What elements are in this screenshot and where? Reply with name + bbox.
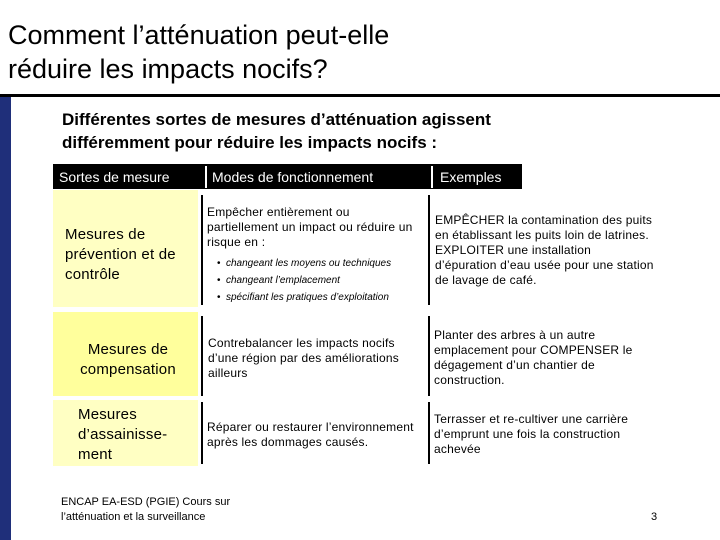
example-line: emplacement pour COMPENSER le bbox=[434, 343, 633, 357]
example-line: Planter des arbres à un autre bbox=[434, 328, 596, 342]
mode-line: partiellement un impact ou réduire un bbox=[207, 220, 413, 234]
list-item bbox=[217, 255, 432, 272]
column-header-modes: Modes de fonctionnement bbox=[212, 169, 374, 185]
category-line: Mesures de bbox=[65, 226, 146, 243]
mode-line: risque en : bbox=[207, 235, 266, 249]
example-line: EMPÊCHER la contamination des puits bbox=[435, 213, 653, 227]
mode-text-remediation bbox=[207, 420, 429, 450]
header-separator bbox=[431, 166, 433, 188]
category-line: Mesures bbox=[78, 406, 137, 423]
intro-line-2: différemment pour réduire les impacts nocifs : bbox=[62, 133, 438, 152]
header-separator bbox=[205, 166, 207, 188]
example-line: construction. bbox=[434, 373, 505, 387]
category-line: prévention et de bbox=[65, 246, 176, 263]
bullet-text: changeant les moyens ou techniques bbox=[226, 258, 392, 269]
category-line: compensation bbox=[80, 361, 176, 378]
title-divider bbox=[0, 94, 720, 97]
footer-credit bbox=[61, 495, 321, 525]
bullet-text: spécifiant les pratiques d’exploitation bbox=[226, 292, 389, 303]
page-number: 3 bbox=[651, 511, 658, 523]
category-label-compensation bbox=[60, 340, 196, 380]
mode-line: après les dommages causés. bbox=[207, 435, 369, 449]
category-label-prevention bbox=[65, 225, 200, 285]
example-line: EXPLOITER une installation bbox=[435, 243, 591, 257]
column-divider bbox=[201, 316, 203, 396]
intro-line-1: Différentes sortes de mesures d’atténuation agissent bbox=[62, 110, 491, 129]
example-text-prevention bbox=[435, 213, 667, 288]
bullet-icon: • bbox=[217, 292, 221, 303]
category-label-remediation bbox=[78, 405, 188, 465]
example-line: Terrasser et re-cultiver une carrière bbox=[434, 412, 629, 426]
list-item bbox=[217, 289, 432, 306]
example-line: dégagement d’un chantier de bbox=[434, 358, 595, 372]
bullet-icon: • bbox=[217, 275, 221, 286]
category-line: d’assainisse- bbox=[78, 426, 168, 443]
category-line: Mesures de bbox=[87, 341, 169, 358]
mode-text-prevention bbox=[207, 205, 429, 250]
mode-line: Réparer ou restaurer l’environnement bbox=[207, 420, 414, 434]
footer-line: ENCAP EA-ESD (PGIE) Cours sur bbox=[61, 496, 231, 508]
footer-line: l’atténuation et la surveillance bbox=[61, 511, 206, 523]
category-line: ment bbox=[78, 446, 113, 463]
mode-line: Contrebalancer les impacts nocifs bbox=[208, 336, 395, 350]
page-title bbox=[8, 18, 708, 86]
list-item bbox=[217, 272, 432, 289]
bullet-icon: • bbox=[217, 258, 221, 269]
column-header-examples: Exemples bbox=[440, 169, 502, 185]
mode-line: Empêcher entièrement ou bbox=[207, 205, 350, 219]
category-line: contrôle bbox=[65, 266, 120, 283]
page-title-line-2: réduire les impacts nocifs? bbox=[8, 54, 328, 84]
example-line: de lavage de café. bbox=[435, 273, 537, 287]
intro-text bbox=[62, 108, 622, 154]
page-title-line-1: Comment l’atténuation peut-elle bbox=[8, 20, 390, 50]
column-divider bbox=[201, 402, 203, 464]
column-divider bbox=[201, 195, 203, 305]
left-accent-bar bbox=[0, 97, 11, 540]
example-line: d’épuration d’eau usée pour une station bbox=[435, 258, 654, 272]
example-text-compensation bbox=[434, 328, 659, 388]
mode-bullet-list bbox=[217, 255, 432, 306]
example-line: d’emprunt une fois la construction bbox=[434, 427, 621, 441]
mode-line: d’une région par des améliorations bbox=[208, 351, 399, 365]
example-line: achevée bbox=[434, 442, 481, 456]
mode-line: ailleurs bbox=[208, 366, 248, 380]
bullet-text: changeant l’emplacement bbox=[226, 275, 340, 286]
example-line: en établissant les puits loin de latrines. bbox=[435, 228, 649, 242]
column-header-kinds: Sortes de mesure bbox=[59, 169, 170, 185]
mode-text-compensation bbox=[208, 336, 430, 381]
example-text-remediation bbox=[434, 412, 659, 457]
